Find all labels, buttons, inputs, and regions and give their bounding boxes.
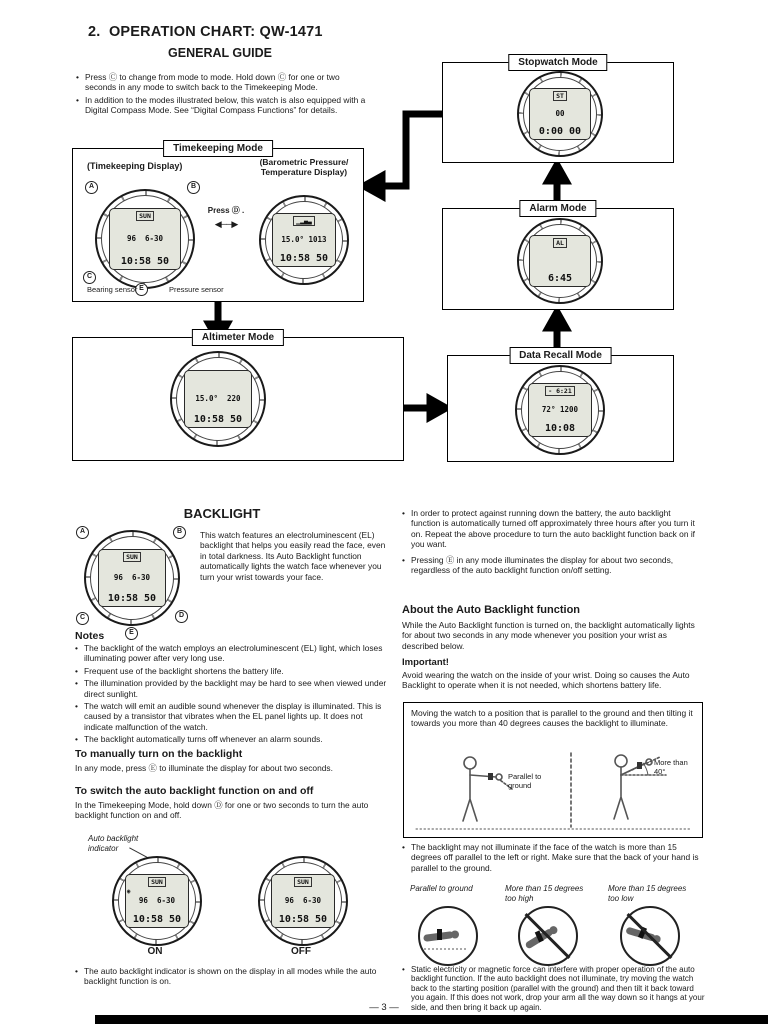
watch-face [523, 224, 597, 298]
watch-face [118, 862, 196, 940]
watch-lcd [109, 208, 181, 269]
static-warning-text: • Static electricity or magnetic force can interfere with proper operation of the auto backlight function. If the auto backlight does not illuminate, try moving the watch back to the starting position (parallel with the ground) and then tilt it back toward you again. If this does not work, drop your arm all the way down so it hangs at your side, and then bring it back up again. [402, 965, 707, 1012]
scan-artifact-bar [95, 1015, 768, 1024]
data-recall-mode-box [447, 350, 674, 462]
altimeter-mode-box [72, 332, 404, 461]
watch-lcd [125, 874, 189, 929]
lcd-row-time: 10:08 [544, 423, 576, 435]
lcd-row-time: 0:00 00 [538, 126, 582, 138]
off-watch [258, 856, 348, 946]
arrowhead-right [430, 399, 446, 417]
lcd-row-top: AL [553, 238, 567, 248]
button-e-label: E [135, 283, 148, 296]
barometric-display-label [249, 157, 359, 177]
left-figure-hand [496, 774, 502, 780]
lcd-row-mid: 96 6-30 [284, 896, 322, 905]
auto-backlight-indicator-label: Auto backlight indicator [88, 834, 139, 853]
note-item: • The illumination provided by the backlight may be hard to see when viewed under direct sunlight. [75, 678, 393, 699]
button-b-label: B [187, 181, 200, 194]
lcd-row-mid: 96 6-30 [126, 234, 164, 243]
backlight-watch [84, 530, 180, 626]
watch-lcd [271, 874, 335, 929]
button-a-label: A [76, 526, 89, 539]
button-c-label: C [76, 612, 89, 625]
important-heading: Important! [402, 657, 449, 668]
button-c-label: C [83, 271, 96, 284]
page-subtitle: GENERAL GUIDE [168, 46, 272, 60]
arrowhead-up [548, 165, 566, 181]
watch-face [90, 536, 174, 620]
watch-lcd [98, 549, 167, 607]
hand [451, 931, 459, 939]
lcd-row-graph: ▁▂▄▃ [293, 216, 315, 226]
on-watch [112, 856, 202, 946]
backlight-intro-text: This watch features an electroluminescent (EL) backlight that helps you easily read the face, even in total darkness. Its Auto Backlight function automatically lights the watch face whenever you turn your wrist towards your face. [200, 530, 386, 582]
lcd-row-time: 10:58 50 [279, 253, 329, 265]
watch-lcd [529, 88, 590, 140]
too-low-arm-figure [620, 906, 680, 966]
watch-lcd [272, 213, 336, 268]
lcd-row-time: 10:58 50 [107, 593, 157, 605]
timekeeping-watch [95, 189, 195, 289]
lcd-row-top [215, 373, 221, 383]
stopwatch-watch [517, 71, 603, 157]
button-b-label: B [173, 526, 186, 539]
fig-label-too-high: More than 15 degrees too high [505, 884, 584, 903]
backlight-watch-figure [76, 524, 188, 640]
timekeeping-mode-label: Timekeeping Mode [163, 140, 273, 157]
indicator-note [75, 966, 393, 989]
watch-face [523, 77, 597, 151]
alarm-mode-box [442, 203, 674, 310]
lcd-row-time: 10:58 50 [132, 914, 182, 926]
lcd-row-top: SUN [294, 877, 312, 887]
lcd-row-mid: 15.0° 1013 [281, 235, 327, 244]
indicator-note-text: • The auto backlight indicator is shown on the display in all modes while the auto backlight function is on. [75, 966, 393, 987]
intro-bullet: • Press Ⓒ to change from mode to mode. Hold down Ⓒ for one or two seconds in any mode to switch back to the Timekeeping Mode. [76, 72, 370, 93]
lcd-row-top: SUN [148, 877, 166, 887]
barometric-watch [259, 195, 349, 285]
altimeter-watch [170, 351, 266, 447]
lcd-row-mid: 96 6-30 [113, 573, 151, 582]
fig-label-too-low: More than 15 degrees too low [608, 884, 687, 903]
left-right-arrow-icon: ◀──▶ [214, 219, 238, 229]
important-text: Avoid wearing the watch on the inside of your wrist. Doing so causes the Auto Backlight to operate when it is not needed, which shortens battery life. [402, 670, 690, 691]
press-d-text: Press Ⓓ . [207, 206, 245, 215]
auto-bullet: • In order to protect against running down the battery, the auto backlight function is automatically turned off approximately three hours after you turn it on. Repeat the above procedure to turn the auto backlight function back on if you want. [402, 508, 702, 550]
about-auto-backlight-heading: About the Auto Backlight function [402, 604, 581, 616]
watch-face [264, 862, 342, 940]
watch-lcd [528, 383, 592, 438]
arm-drawing [420, 908, 470, 958]
stopwatch-mode-label: Stopwatch Mode [508, 54, 607, 71]
left-figure-head [464, 757, 476, 769]
more-than-40-label: More than 40° [654, 758, 688, 776]
lcd-row-mid: 72° 1200 [541, 405, 579, 414]
lcd-row-time: 10:58 50 [193, 414, 243, 426]
button-d-label: D [175, 610, 188, 623]
auto-backlight-indicator-icon: ◉ [126, 887, 131, 895]
backlight-heading: BACKLIGHT [183, 506, 261, 521]
lcd-row-top: SUN [123, 552, 141, 562]
barometric-display-label-line1: (Barometric Pressure/ [259, 157, 349, 167]
lcd-row-top: - 6:21 [545, 386, 574, 396]
tilt-warning-text: • The backlight may not illuminate if the face of the watch is more than 15 degrees off parallel to the left or right. Make sure that the back of your hand is parallel to the ground. [402, 842, 702, 873]
watch-lcd [184, 370, 253, 428]
stopwatch-mode-box [442, 57, 674, 163]
data-recall-mode-label: Data Recall Mode [509, 347, 612, 364]
auto-backlight-bullets [402, 508, 702, 577]
button-a-label: A [85, 181, 98, 194]
lcd-row-mid: 00 [555, 108, 565, 118]
notes-list [75, 643, 393, 747]
notes-heading: Notes [75, 630, 105, 642]
parallel-arm-figure [418, 906, 478, 966]
note-item: • The backlight of the watch employs an electroluminescent (EL) light, which loses illuminating power after very long use. [75, 643, 393, 664]
switch-backlight-text: In the Timekeeping Mode, hold down Ⓓ for one or two seconds to turn the auto backlight function on and off. [75, 800, 369, 821]
alarm-mode-label: Alarm Mode [519, 200, 596, 217]
lcd-row-top: SUN [136, 211, 154, 221]
altimeter-mode-label: Altimeter Mode [192, 329, 284, 346]
press-d-instruction [195, 205, 257, 230]
about-auto-backlight-text: While the Auto Backlight function is turned on, the backlight automatically lights for about two seconds in any mode whenever you position your wrist as described below. [402, 620, 695, 651]
manual-backlight-heading: To manually turn on the backlight [75, 748, 243, 760]
pressure-sensor-label: Pressure sensor [169, 285, 224, 294]
watch-face [265, 201, 343, 279]
watch-face [521, 371, 599, 449]
watch-lcd [529, 235, 590, 287]
note-item: • The backlight automatically turns off whenever an alarm sounds. [75, 734, 393, 744]
arrowhead-left [364, 176, 382, 196]
too-high-arm-figure [518, 906, 578, 966]
lcd-row-time: 10:58 50 [120, 255, 170, 267]
watch-band [437, 929, 442, 940]
page-title: 2. OPERATION CHART: QW-1471 [88, 24, 323, 40]
bearing-sensor-label: Bearing sensor [87, 285, 138, 294]
barometric-display-label-line2: Temperature Display) [260, 167, 348, 177]
auto-bullet: • Pressing Ⓔ in any mode illuminates the display for about two seconds, regardless of the auto backlight function on/off setting. [402, 555, 702, 576]
note-item: • Frequent use of the backlight shortens the battery life. [75, 666, 393, 676]
wrist-tilt-illustration-box [403, 702, 703, 838]
fig-label-parallel: Parallel to ground [410, 884, 473, 893]
lcd-row-mid: 15.0° 220 [195, 394, 241, 403]
lcd-row-time: 10:58 50 [278, 914, 328, 926]
manual-backlight-text: In any mode, press Ⓔ to illuminate the display for about two seconds. [75, 763, 333, 773]
alarm-watch [517, 218, 603, 304]
right-figure-hand [646, 759, 652, 765]
right-figure-head [615, 755, 627, 767]
button-e-label: E [125, 627, 138, 640]
on-label: ON [147, 946, 163, 957]
arrowhead-up [548, 312, 566, 328]
arrow-stopwatch-to-timekeeping [382, 114, 442, 186]
off-label: OFF [291, 946, 311, 957]
watch-face [176, 357, 260, 441]
tilt-warning [402, 842, 702, 875]
data-recall-watch [515, 365, 605, 455]
intro-bullet: • In addition to the modes illustrated below, this watch is also equipped with a Digital Compass Mode. See “Digital Compass Functions” for details. [76, 95, 370, 116]
lcd-row-mid: 96 6-30 [138, 896, 176, 905]
watch-face [101, 195, 189, 283]
switch-backlight-heading: To switch the auto backlight function on and off [75, 785, 314, 797]
lcd-row-time: 6:45 [547, 273, 573, 285]
page-number: — 3 — [369, 1002, 399, 1013]
left-figure-body [463, 769, 477, 821]
parallel-to-ground-label: Parallel to ground [508, 772, 542, 790]
right-figure-watch [637, 762, 642, 769]
note-item: • The watch will emit an audible sound whenever the display is illuminated. This is caused by a transistor that vibrates when the EL panel lights up. It does not indicate malfunction of the watch. [75, 701, 393, 732]
timekeeping-mode-box [72, 143, 364, 302]
timekeeping-display-label: (Timekeeping Display) [87, 161, 183, 171]
left-figure-watch [488, 773, 493, 780]
lcd-row-top: ST [553, 91, 567, 101]
wrist-tilt-box-text: Moving the watch to a position that is parallel to the ground and then tilting it towards you more than 40 degrees causes the backlight to illuminate. [411, 708, 693, 729]
